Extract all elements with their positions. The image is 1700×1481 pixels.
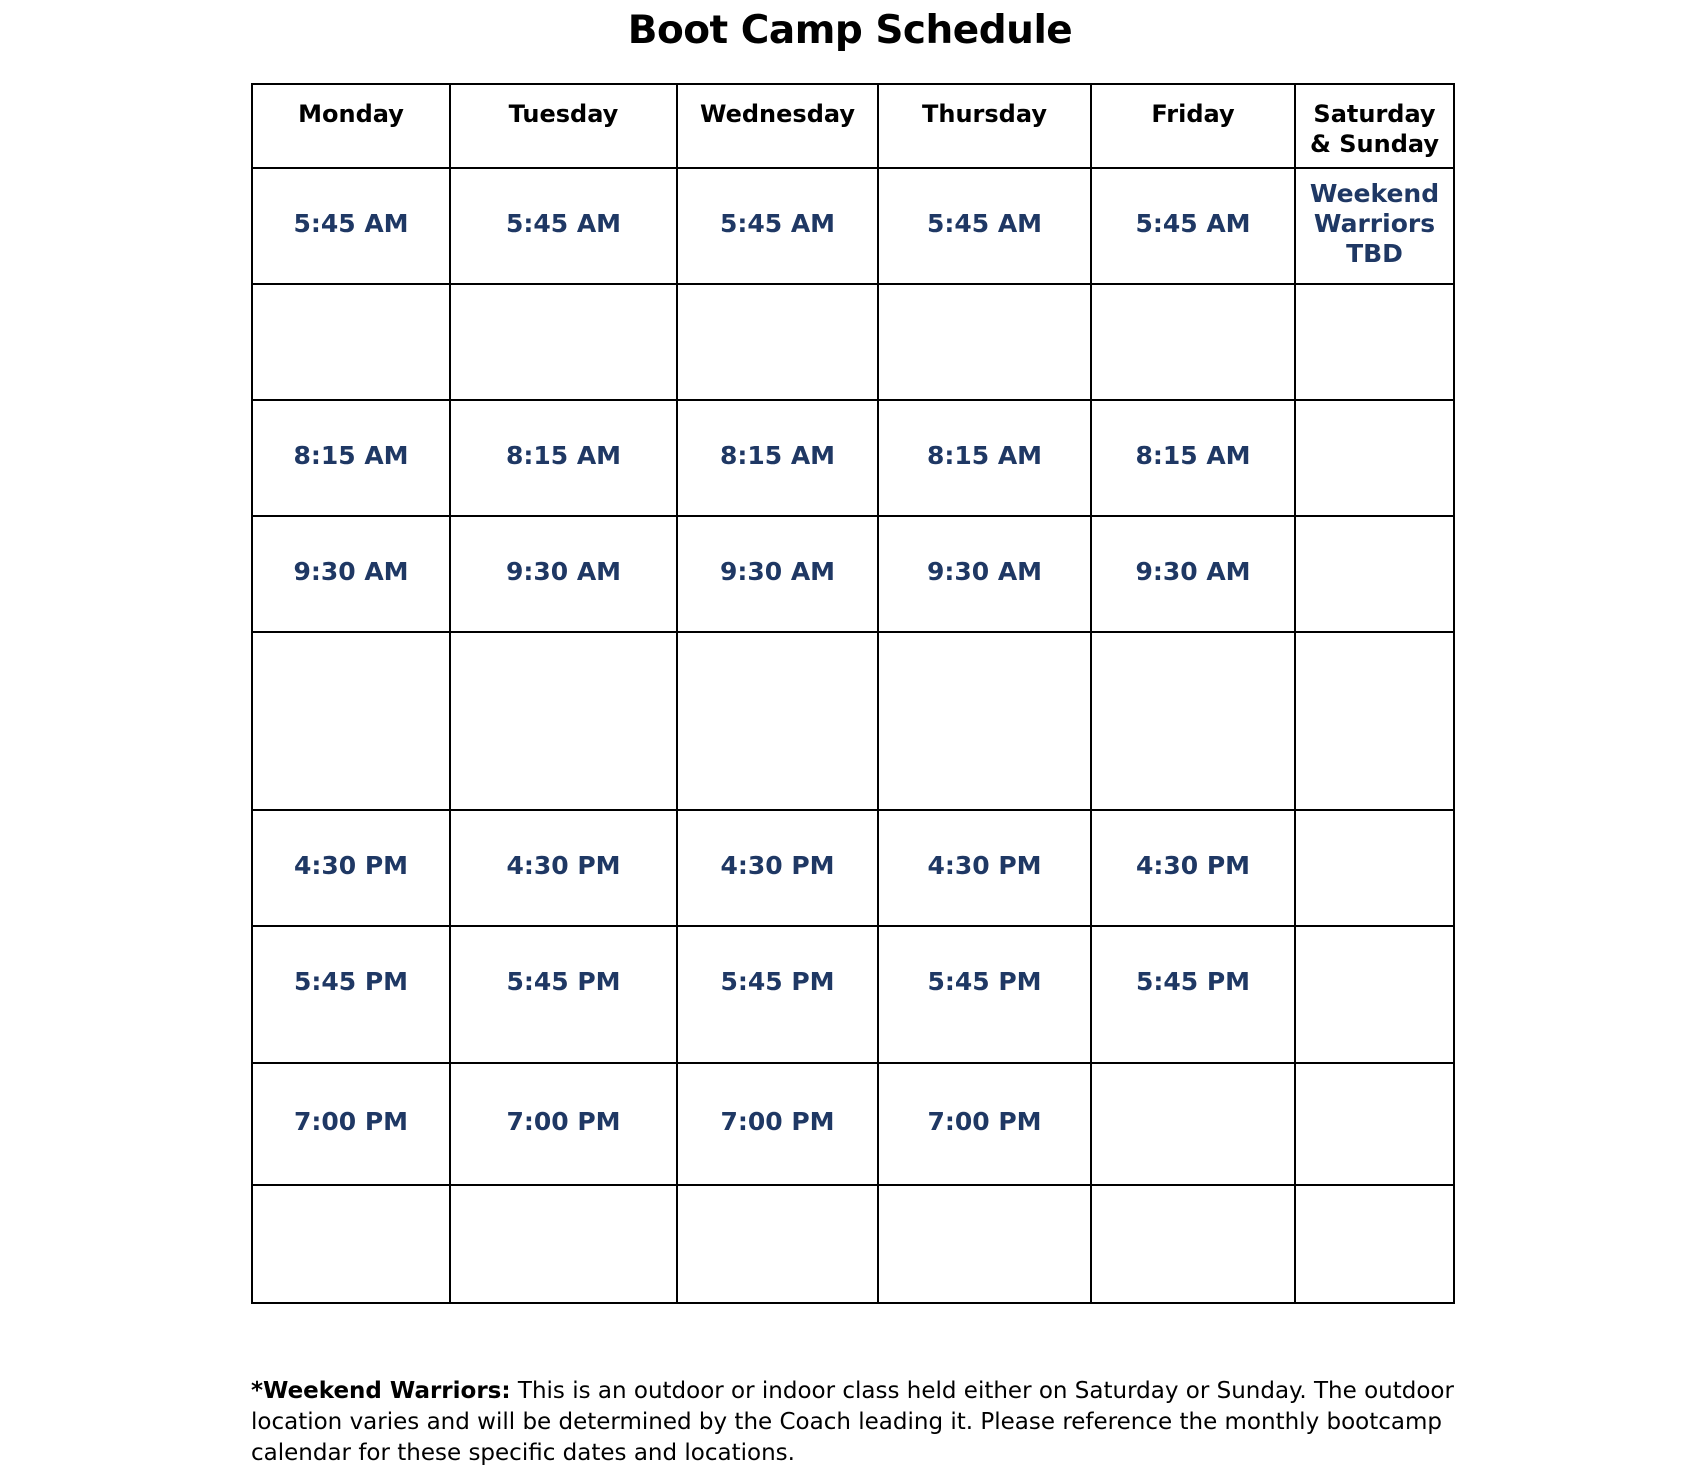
time-slot: 5:45 PM: [878, 926, 1091, 1063]
empty-slot: [1295, 400, 1454, 516]
footnote-text: This is an outdoor or indoor class held either on Saturday or Sunday. The outdoor location varies and will be determined by the Coach leading it. Please reference the monthly bootcamp calendar for these specific dates and locations.: [251, 1378, 1454, 1466]
empty-slot: [677, 632, 878, 810]
empty-slot: [878, 632, 1091, 810]
empty-slot: [1091, 284, 1295, 400]
empty-slot: [1295, 1063, 1454, 1185]
empty-slot: [1295, 284, 1454, 400]
time-slot: 8:15 AM: [878, 400, 1091, 516]
time-slot: 9:30 AM: [450, 516, 677, 632]
header-row: [252, 84, 1454, 168]
time-slot: 7:00 PM: [878, 1063, 1091, 1185]
time-slot: 8:15 AM: [1091, 400, 1295, 516]
empty-slot: [1295, 810, 1454, 926]
empty-slot: [677, 1185, 878, 1303]
empty-slot: [878, 1185, 1091, 1303]
empty-slot: [450, 284, 677, 400]
empty-slot: [1295, 632, 1454, 810]
time-slot: 7:00 PM: [677, 1063, 878, 1185]
weekend-slot-line3: TBD: [1346, 239, 1403, 268]
empty-slot: [1295, 1185, 1454, 1303]
table-row: [252, 810, 1454, 926]
time-slot: 4:30 PM: [677, 810, 878, 926]
empty-slot: [252, 1185, 450, 1303]
footnote: [251, 1376, 1461, 1469]
time-slot: 4:30 PM: [1091, 810, 1295, 926]
empty-slot: [252, 284, 450, 400]
weekend-warriors-slot: [1295, 168, 1454, 284]
table-row: [252, 284, 1454, 400]
header-friday: Friday: [1091, 84, 1295, 168]
time-slot: 4:30 PM: [878, 810, 1091, 926]
table-row: [252, 1185, 1454, 1303]
empty-slot: [1091, 632, 1295, 810]
table-row: [252, 632, 1454, 810]
time-slot: 8:15 AM: [450, 400, 677, 516]
empty-slot: [450, 1185, 677, 1303]
empty-slot: [1091, 1185, 1295, 1303]
time-slot: 9:30 AM: [878, 516, 1091, 632]
empty-slot: [1295, 516, 1454, 632]
table-row: [252, 926, 1454, 1063]
table-row: [252, 516, 1454, 632]
header-weekend-line1: Saturday: [1313, 100, 1436, 128]
empty-slot: [450, 632, 677, 810]
time-slot: 9:30 AM: [1091, 516, 1295, 632]
empty-slot: [1091, 1063, 1295, 1185]
time-slot: 4:30 PM: [450, 810, 677, 926]
empty-slot: [1295, 926, 1454, 1063]
header-thursday: Thursday: [878, 84, 1091, 168]
time-slot: 5:45 PM: [252, 926, 450, 1063]
weekend-slot-line1: Weekend: [1309, 179, 1440, 208]
table-row: [252, 400, 1454, 516]
empty-slot: [677, 284, 878, 400]
time-slot: 8:15 AM: [677, 400, 878, 516]
header-tuesday: Tuesday: [450, 84, 677, 168]
time-slot: 4:30 PM: [252, 810, 450, 926]
time-slot: 5:45 PM: [450, 926, 677, 1063]
time-slot: 8:15 AM: [252, 400, 450, 516]
time-slot: 7:00 PM: [252, 1063, 450, 1185]
table-row: [252, 168, 1454, 284]
schedule-table: [251, 83, 1455, 1304]
time-slot: 5:45 AM: [252, 168, 450, 284]
time-slot: 5:45 AM: [677, 168, 878, 284]
time-slot: 5:45 AM: [878, 168, 1091, 284]
time-slot: 5:45 AM: [450, 168, 677, 284]
empty-slot: [252, 632, 450, 810]
footnote-label: *Weekend Warriors:: [251, 1378, 511, 1404]
time-slot: 5:45 AM: [1091, 168, 1295, 284]
time-slot: 5:45 PM: [1091, 926, 1295, 1063]
table-row: [252, 1063, 1454, 1185]
page-title: Boot Camp Schedule: [627, 8, 1073, 53]
header-weekend-line2: & Sunday: [1309, 130, 1440, 158]
time-slot: 5:45 PM: [677, 926, 878, 1063]
weekend-slot-line2: Warriors: [1313, 209, 1436, 238]
header-wednesday: Wednesday: [677, 84, 878, 168]
empty-slot: [878, 284, 1091, 400]
time-slot: 7:00 PM: [450, 1063, 677, 1185]
time-slot: 9:30 AM: [677, 516, 878, 632]
header-weekend: [1295, 84, 1454, 168]
header-monday: Monday: [252, 84, 450, 168]
time-slot: 9:30 AM: [252, 516, 450, 632]
